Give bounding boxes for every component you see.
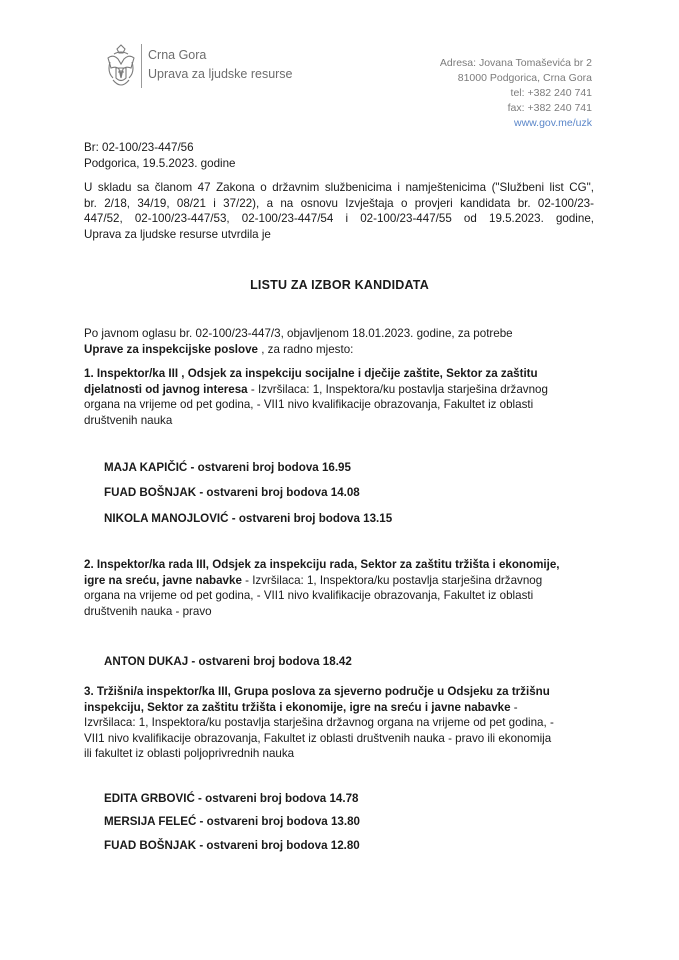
announcement-tail: , za radno mjesto: (258, 342, 354, 356)
candidate-row: ANTON DUKAJ - ostvareni broj bodova 18.42 (104, 655, 352, 668)
reference-number: Br: 02-100/23-447/56 (84, 141, 194, 154)
position-heading: 2. Inspektor/ka rada III, Odsjek za inspekciju rada, Sektor za zaštitu tržišta i ekonomije, (84, 558, 560, 571)
intro-line: 447/52, 02-100/23-447/53, 02-100/23-447/54 i 02-100/23-447/55 od 19.5.2023. godine, (84, 212, 594, 225)
coat-of-arms-icon (104, 44, 138, 92)
tel-line: tel: +382 240 741 (510, 87, 592, 99)
intro-line: Uprava za ljudske resurse utvrdila je (84, 227, 271, 241)
position-line: organa na vrijeme od pet godina, - VII1 nivo kvalifikacije obrazovanja, Fakultet iz oblasti (84, 398, 534, 411)
institution-block (148, 46, 293, 84)
position-line (84, 573, 594, 589)
position-3 (84, 684, 594, 762)
candidate-row: MERSIJA FELEĆ - ostvareni broj bodova 13.80 (104, 815, 360, 828)
intro-paragraph (84, 180, 594, 242)
position-desc: - Izvršilaca: 1, Inspektora/ku postavlja starješina državnog (247, 382, 548, 396)
candidate-row: NIKOLA MANOJLOVIĆ - ostvareni broj bodova 13.15 (104, 512, 393, 525)
announcement-org: Uprave za inspekcijske poslove (84, 342, 258, 356)
position-line: VII1 nivo kvalifikacije obrazovanja, Fakultet iz oblasti društvenih nauka - pravo ili ekonomija (84, 731, 552, 745)
place-date: Podgorica, 19.5.2023. godine (84, 156, 236, 170)
fax-line: fax: +382 240 741 (507, 102, 592, 114)
candidate-row: MAJA KAPIČIĆ - ostvareni broj bodova 16.95 (104, 461, 351, 474)
announcement-line (84, 342, 594, 358)
candidate-row: EDITA GRBOVIĆ - ostvareni broj bodova 14.78 (104, 792, 359, 805)
candidate-row: FUAD BOŠNJAK - ostvareni broj bodova 12.80 (104, 839, 360, 852)
candidate-row: FUAD BOŠNJAK - ostvareni broj bodova 14.08 (104, 486, 360, 499)
position-line: Izvršilaca: 1, Inspektora/ku postavlja starješina državnog organa na vrijeme od pet godina, - (84, 716, 554, 729)
position-line: društvenih nauka - pravo (84, 604, 212, 618)
institution-country: Crna Gora (148, 48, 207, 62)
document-title: LISTU ZA IZBOR KANDIDATA (250, 278, 429, 292)
position-line: ili fakultet iz oblasti poljoprivrednih nauka (84, 747, 295, 760)
position-line (84, 700, 594, 716)
position-heading: 1. Inspektor/ka III , Odsjek za inspekciju socijalne i dječije zaštite, Sektor za zaštitu (84, 367, 538, 380)
contact-block (440, 56, 592, 131)
reference-block (84, 140, 594, 171)
announcement-paragraph (84, 326, 594, 357)
position-heading-cont: inspekciju, Sektor za zaštitu tržišta i ekonomije, igre na sreću i javne nabavke (84, 700, 511, 714)
position-desc: - (510, 700, 518, 714)
header-divider (141, 44, 142, 88)
website-link[interactable]: www.gov.me/uzk (514, 117, 592, 129)
announcement-line: Po javnom oglasu br. 02-100/23-447/3, objavljenom 18.01.2023. godine, za potrebe (84, 327, 513, 340)
institution-name: Uprava za ljudske resurse (148, 67, 293, 81)
position-desc: - Izvršilaca: 1, Inspektora/ku postavlja starješina državnog (241, 573, 543, 587)
address-line2: 81000 Podgorica, Crna Gora (457, 72, 592, 84)
address-line1: Adresa: Jovana Tomaševića br 2 (439, 57, 592, 69)
position-line (84, 382, 594, 398)
position-heading-cont: djelatnosti od javnog interesa (84, 382, 248, 396)
position-heading-cont: igre na sreću, javne nabavke (84, 573, 242, 587)
position-line: organa na vrijeme od pet godina, - VII1 nivo kvalifikacije obrazovanja, Fakultet iz oblasti (84, 589, 534, 602)
position-1 (84, 366, 594, 428)
position-line: društvenih nauka (84, 413, 173, 427)
intro-line: br. 2/18, 34/19, 08/21 i 37/22), a na osnovu Izvještaja o provjeri kandidata br. 02-100/23- (84, 196, 594, 210)
position-2 (84, 557, 594, 619)
intro-line: U skladu sa članom 47 Zakona o državnim službenicima i namještenicima ("Službeni list CG", (84, 181, 594, 194)
position-heading: 3. Tržišni/a inspektor/ka III, Grupa poslova za sjeverno područje u Odsjeku za tržišnu (84, 685, 550, 698)
